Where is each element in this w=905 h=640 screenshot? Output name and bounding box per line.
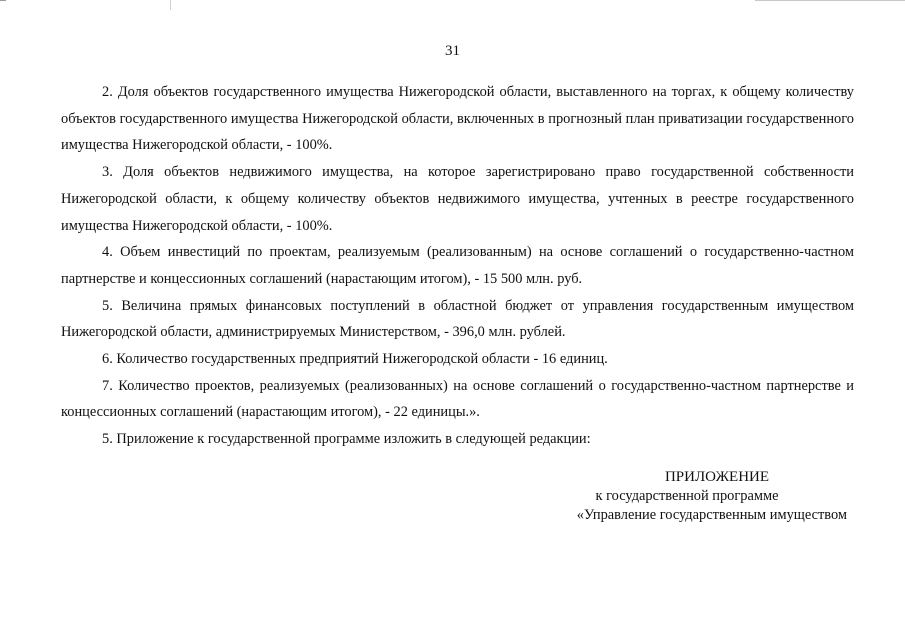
paragraph-indicator-4: 4. Объем инвестиций по проектам, реализуемым (реализованным) на основе соглашений о государственно-частном партнерстве и концессионных соглашений (нарастающим итогом), - 15 500 млн. руб.	[61, 244, 854, 287]
appendix-subtitle-line-2: «Управление государственным имуществом	[576, 507, 847, 523]
paragraph-amendment-5: 5. Приложение к государственной программе изложить в следующей редакции:	[102, 431, 591, 448]
scan-edge-mark-left	[0, 0, 6, 1]
paragraph-indicator-7: 7. Количество проектов, реализуемых (реализованных) на основе соглашений о государственно-частном партнерстве и концессионных соглашений (нарастающим итогом), - 22 единицы.».	[61, 377, 854, 421]
page-number: 31	[445, 43, 460, 59]
paragraph-indicator-3: 3. Доля объектов недвижимого имущества, на которое зарегистрировано право государственной собственности Нижегородской области, к общему количеству объектов недвижимого имущества, учтенных в реестре государственного имущества Нижегородской области, - 100%.	[61, 164, 854, 234]
appendix-heading-block	[527, 467, 847, 525]
paragraph-indicator-6: 6. Количество государственных предприятий Нижегородской области - 16 единиц.	[102, 351, 608, 368]
paragraph-indicator-5: 5. Величина прямых финансовых поступлений в областной бюджет от управления государственным имуществом Нижегородской области, администрируемых Министерством, - 396,0 млн. рублей.	[61, 297, 854, 341]
scan-edge-mark-tick	[170, 0, 171, 10]
appendix-subtitle-line-1: к государственной программе	[595, 488, 779, 504]
scan-edge-mark-right	[755, 0, 905, 1]
paragraph-indicator-2: 2. Доля объектов государственного имущества Нижегородской области, выставленного на торгах, к общему количеству объектов государственного имущества Нижегородской области, включенных в прогнозный план приватизации государственного имущества Нижегородской области, - 100%.	[61, 84, 854, 154]
appendix-title: ПРИЛОЖЕНИЕ	[664, 469, 770, 485]
document-body	[61, 79, 854, 453]
